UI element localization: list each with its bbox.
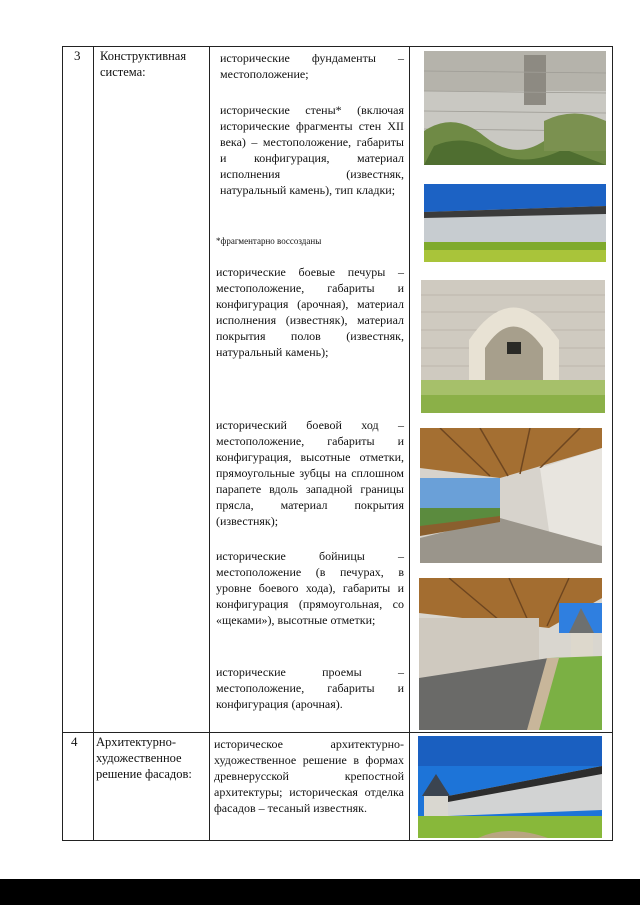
paragraph-foundations: исторические фундаменты – местоположение; <box>220 51 404 81</box>
paragraph-embrasures: исторические боевые печуры – местоположение, габариты и конфигурация (арочная), материал исполнения (известняк), материал покрытия полов (известняк, натуральный камень); <box>216 265 404 359</box>
paragraph-loopholes: исторические бойницы – местоположение (в печурах, в уровне боевого хода), габариты и конфигурация (прямоугольная, со «щеками»), высотные отметки; <box>216 549 404 627</box>
photo-stone-wall-ruins <box>424 51 606 165</box>
row-title: Конструктивная система: <box>100 49 187 79</box>
col-divider-1 <box>93 46 94 841</box>
footnote: *фрагментарно воссозданы <box>216 236 322 246</box>
col-divider-2 <box>209 46 210 841</box>
paragraph-facades: историческое архитектурно-художественное решение в формах древнерусской крепостной архитектуры; историческая отделка фасадов – тесаный известняк. <box>214 737 404 815</box>
row-title: Архитектурно-художественное решение фасадов: <box>96 735 192 781</box>
col-divider-3 <box>409 46 410 841</box>
paragraph-walls: исторические стены* (включая исторические фрагменты стен XII века) – местоположение, габариты и конфигурация, материал исполнения (известняк, натуральный камень), тип кладки; <box>220 103 404 197</box>
photo-walkway-with-tower <box>419 578 602 730</box>
photo-covered-battle-walkway <box>420 428 602 563</box>
scan-bottom-edge <box>0 879 640 905</box>
photo-arched-embrasure <box>421 280 605 413</box>
table-right-border <box>612 46 613 841</box>
paragraph-openings: исторические проемы – местоположение, габариты и конфигурация (арочная). <box>216 665 404 711</box>
table-bottom-border <box>62 840 613 841</box>
photo-wall-with-tower-panorama <box>418 736 602 838</box>
table-top-border <box>62 46 613 47</box>
paragraph-battle-walkway: исторический боевой ход – местоположение, габариты и конфигурация, высотные отметки, прямоугольные зубцы на сплошном парапете вдоль западной границы прясла, материал покрытия (известняк); <box>216 418 404 528</box>
table-left-border <box>62 46 63 841</box>
photo-fortress-wall-panorama <box>424 184 606 262</box>
row-divider <box>62 732 613 733</box>
row-number: 3 <box>74 48 81 63</box>
row-number: 4 <box>71 734 78 749</box>
